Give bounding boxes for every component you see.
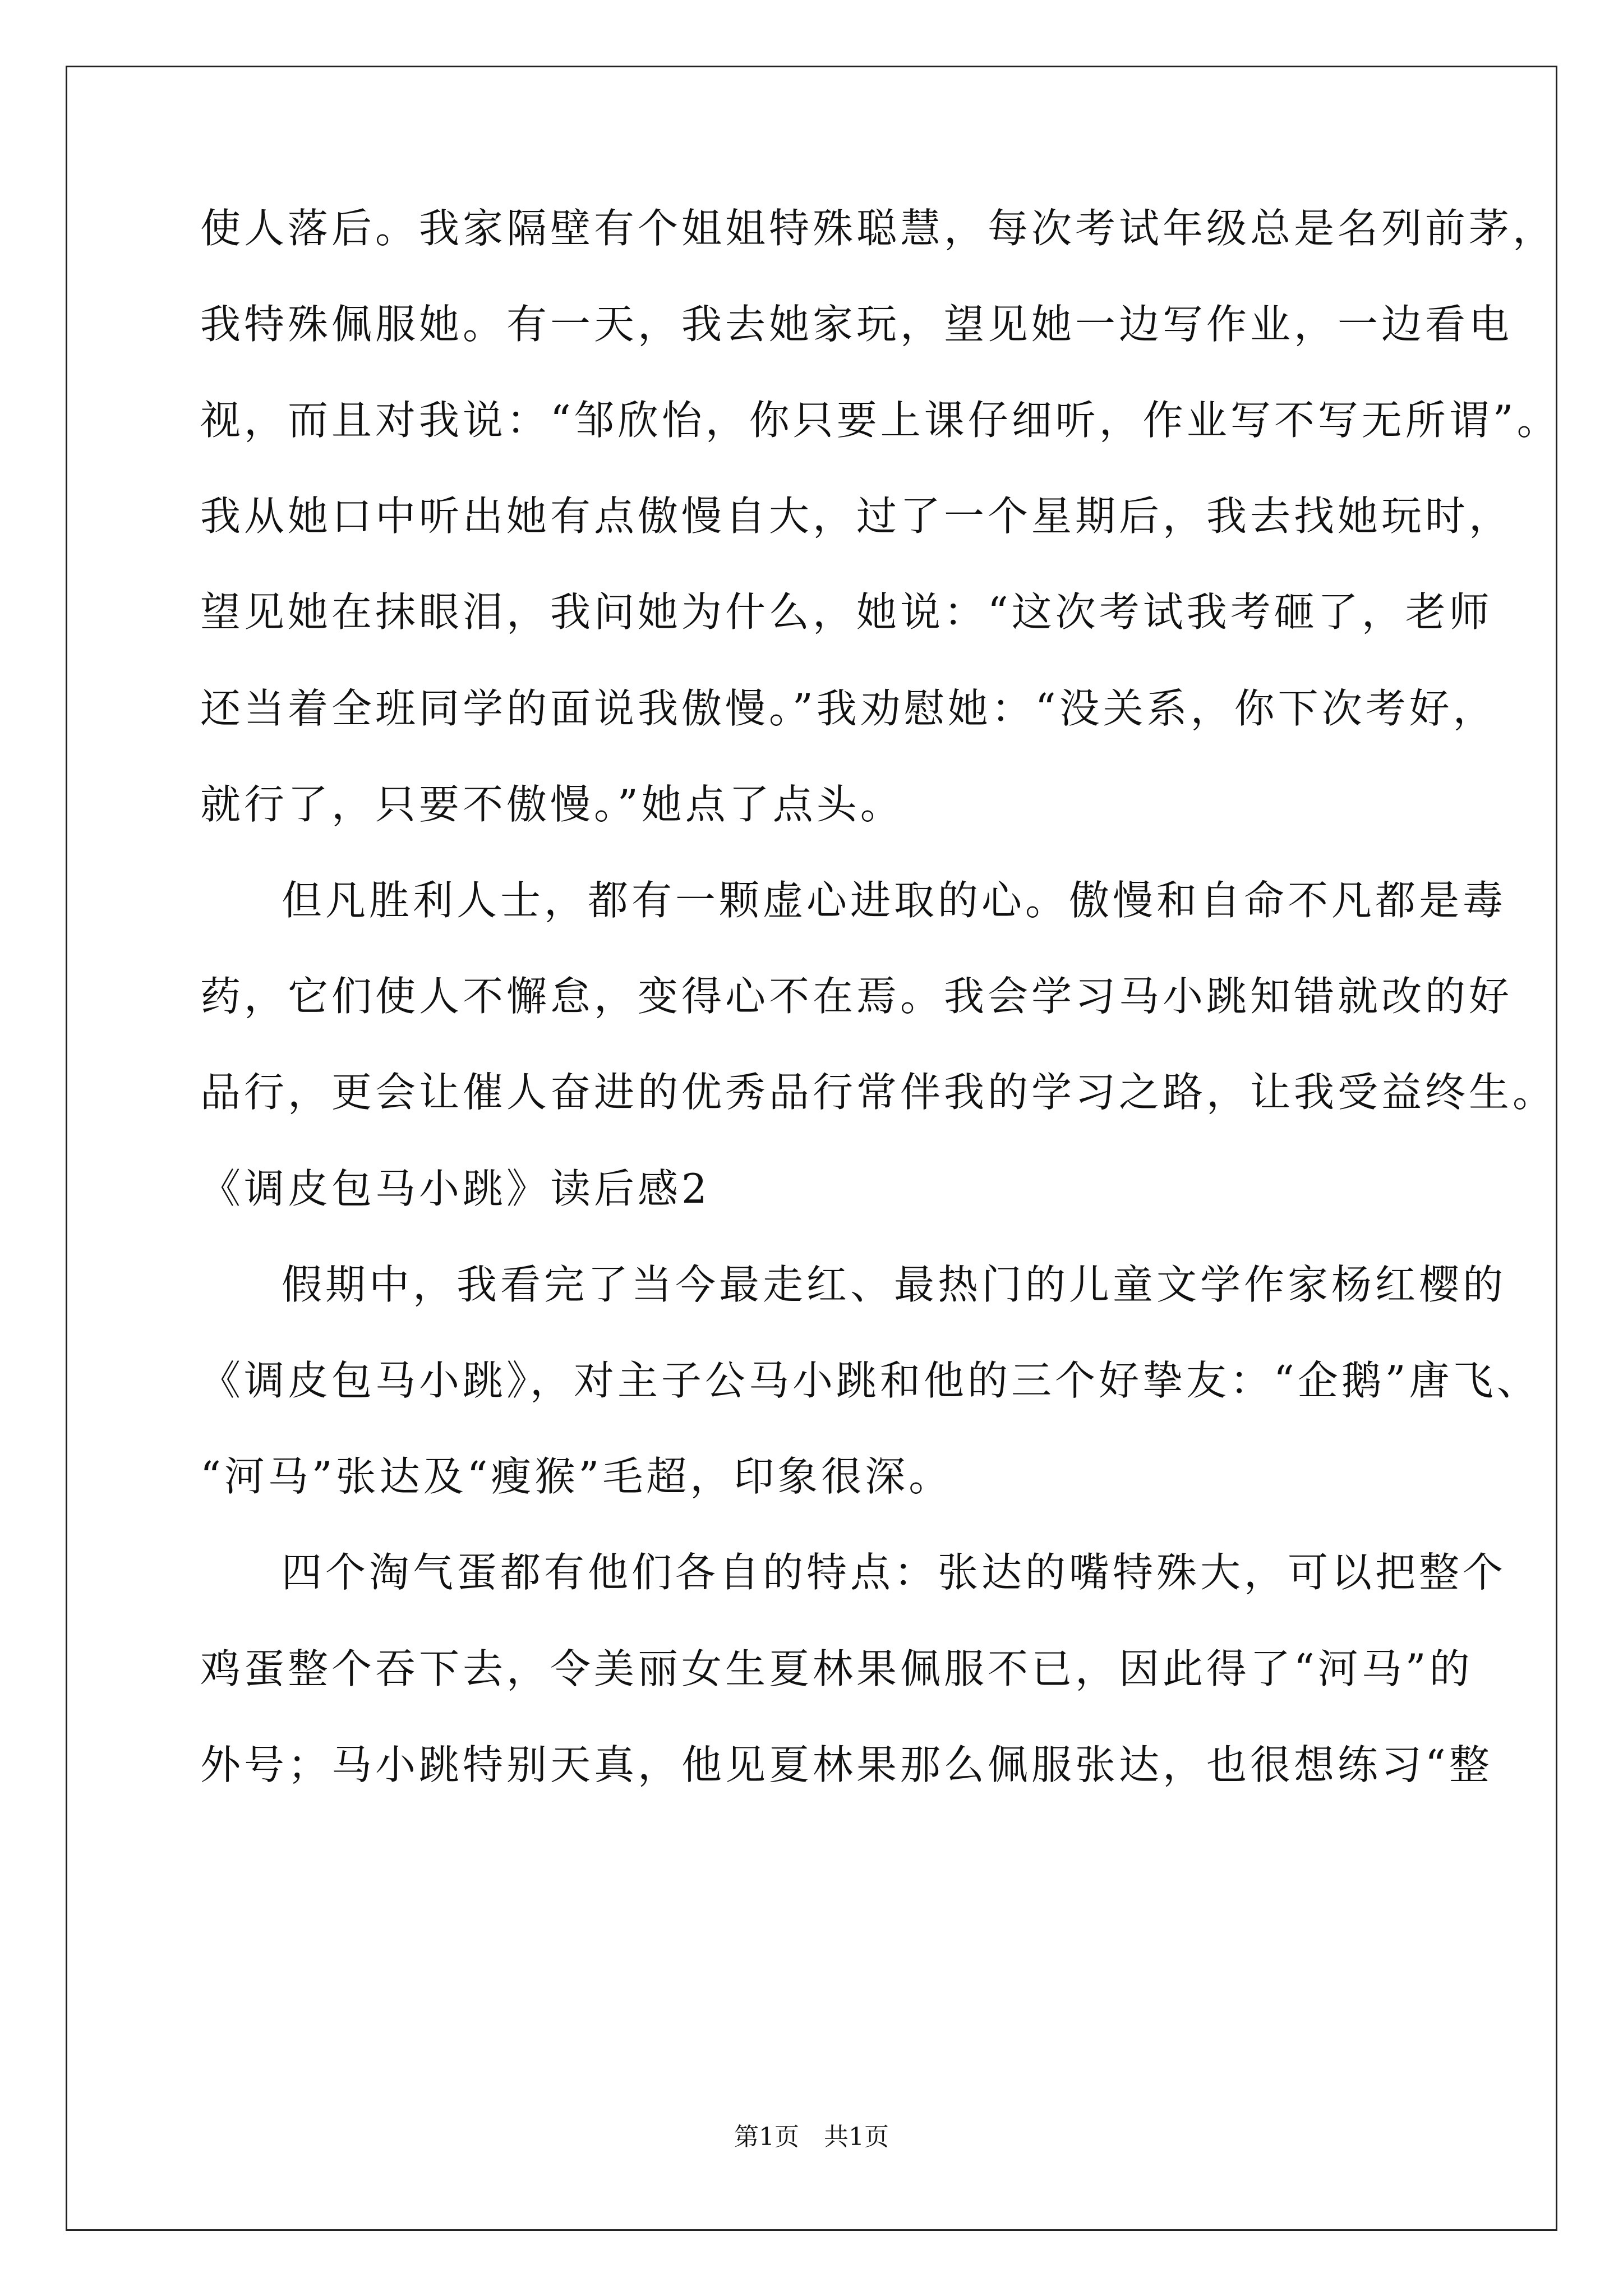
text-line: 鸡蛋整个吞下去，令美丽女生夏林果佩服不已，因此得了“河马”的 [200, 1645, 1473, 1692]
text-line: 视，而且对我说：“邹欣怡，你只要上课仔细听，作业写不写无所谓”。 [200, 397, 1561, 444]
text-line: 使人落后。我家隔壁有个姐姐特殊聪慧，每次考试年级总是名列前茅， [200, 205, 1557, 252]
text-line: 外号；马小跳特别天真，他见夏林果那么佩服张达，也很想练习“整 [200, 1741, 1493, 1788]
text-line: 药，它们使人不懈怠，变得心不在焉。我会学习马小跳知错就改的好 [200, 973, 1513, 1020]
text-line: “河马”张达及“瘦猴”毛超，印象很深。 [200, 1453, 953, 1500]
text-line: 望见她在抹眼泪，我问她为什么，她说：“这次考试我考砸了，老师 [200, 588, 1493, 636]
text-line: 我从她口中听出她有点傲慢自大，过了一个星期后，我去找她玩时， [200, 493, 1513, 540]
text-line: 但凡胜利人士，都有一颗虚心进取的心。傲慢和自命不凡都是毒 [282, 877, 1507, 924]
text-line: 还当着全班同学的面说我傲慢。”我劝慰她：“没关系，你下次考好， [200, 685, 1497, 732]
text-line: 品行，更会让催人奋进的优秀品行常伴我的学习之路，让我受益终生。 [200, 1069, 1557, 1116]
page-footer: 第1页 共1页 [734, 2123, 889, 2151]
text-line: 《调皮包马小跳》，对主子公马小跳和他的三个好挚友：“企鹅”唐飞、 [200, 1357, 1541, 1404]
text-line: 就行了，只要不傲慢。”她点了点头。 [200, 781, 904, 828]
section-heading: 《调皮包马小跳》读后感2 [200, 1165, 711, 1212]
text-line: 假期中，我看完了当今最走红、最热门的儿童文学作家杨红樱的 [282, 1261, 1507, 1308]
text-line: 我特殊佩服她。有一天，我去她家玩，望见她一边写作业，一边看电 [200, 301, 1513, 348]
text-line: 四个淘气蛋都有他们各自的特点：张达的嘴特殊大，可以把整个 [282, 1549, 1507, 1596]
